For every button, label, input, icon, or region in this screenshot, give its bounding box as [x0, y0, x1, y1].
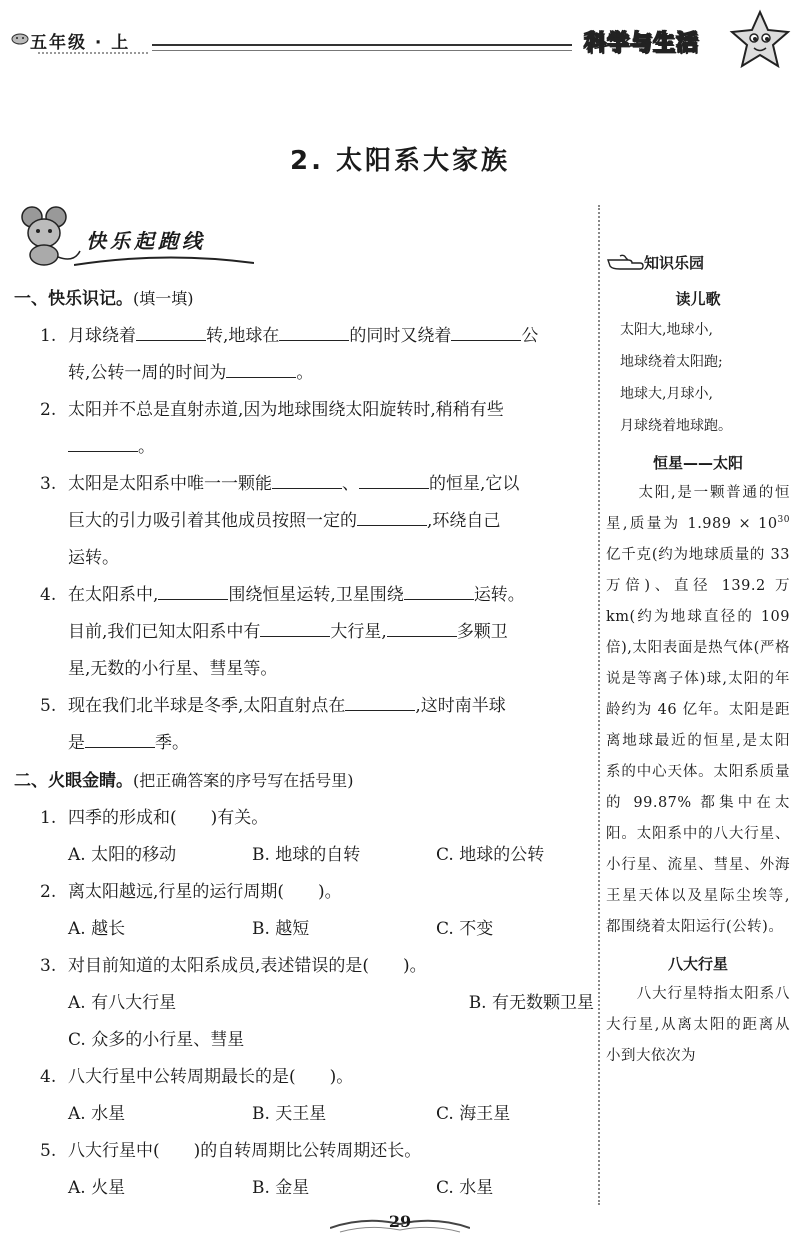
knowledge-sidebar: [606, 248, 790, 1072]
option-b[interactable]: B. 有无数颗卫星: [468, 993, 594, 1013]
sidebar-heading: [606, 248, 790, 278]
q5-text-d: 季。: [155, 733, 189, 753]
q1-text-a: 月球绕着: [68, 326, 136, 346]
mc-question-5: [14, 1133, 594, 1170]
q1-text-b: 转,地球在: [206, 326, 280, 346]
q3-text-a: 太阳是太阳系中唯一一颗能: [68, 474, 272, 494]
star-mascot-icon: [728, 8, 792, 72]
answer-blank[interactable]: [68, 430, 138, 452]
option-a[interactable]: A. 越长: [68, 919, 126, 939]
q5-text-b: ,这时南半球: [415, 696, 506, 716]
option-a[interactable]: A. 火星: [68, 1178, 126, 1198]
q4-text-b: 围绕恒星运转,卫星围绕: [228, 585, 404, 605]
option-b[interactable]: B. 地球的自转: [252, 845, 361, 865]
answer-blank[interactable]: [359, 467, 429, 489]
sun-title: 恒星——太阳: [652, 454, 743, 472]
question-1-5: [14, 688, 594, 725]
question-number: 2.: [40, 400, 57, 420]
answer-blank[interactable]: [279, 319, 349, 341]
page-title: 2. 太阳系大家族: [289, 146, 511, 176]
poem-title: 读儿歌: [675, 290, 721, 308]
mc-question-text: 对目前知道的太阳系成员,表述错误的是( )。: [68, 956, 427, 976]
question-number: 3.: [40, 956, 57, 976]
question-number: 5.: [40, 696, 57, 716]
mc-question-text: 八大行星中( )的自转周期比公转周期还长。: [68, 1141, 422, 1161]
brand-title: 科学与生活: [584, 31, 700, 56]
question-1-5-cont: [14, 725, 594, 762]
question-number: 1.: [40, 326, 57, 346]
option-b[interactable]: B. 金星: [252, 1178, 310, 1198]
answer-blank[interactable]: [345, 689, 415, 711]
sun-text-2: 亿千克(约为地球质量的 33 万倍)、直径 139.2 万 km(约为地球直径的 109 倍),太阳表面是热气体(严格说是等离子体)球,太阳的年龄约为 46 亿年。太阳是距离地球最近的恒星,是太阳系的中心天体。太阳系质量的 99.87% 都集中在太阳。太阳系中的八大行星、小行星、流星、彗星、外海王星天体以及星际尘埃等,都围绕着太阳运行(公转)。: [606, 547, 790, 935]
page-number: 29: [388, 1212, 412, 1231]
grade-label: 五年级 · 上: [30, 33, 131, 53]
pointing-hand-icon: [606, 252, 644, 274]
poem-line: 太阳大,地球小,: [620, 322, 713, 338]
q1-text-e: 转,公转一周的时间为: [68, 363, 227, 383]
part1-heading: [14, 280, 594, 318]
option-c[interactable]: C. 众多的小行星、彗星: [68, 1030, 245, 1050]
answer-blank[interactable]: [357, 504, 427, 526]
mc-question-3: [14, 948, 594, 985]
sun-exponent: 30: [777, 515, 790, 526]
q4-text-f: 多颗卫: [456, 622, 508, 642]
part1-hint: (填一填): [133, 289, 194, 308]
planets-paragraph: 八大行星特指太阳系八大行星,从离太阳的距离从小到大依次为: [606, 986, 790, 1064]
question-number: 1.: [40, 808, 57, 828]
sidebar-heading-text: 知识乐园: [644, 254, 705, 272]
question-1-3-cont: [14, 503, 594, 540]
option-a[interactable]: A. 水星: [68, 1104, 126, 1124]
answer-blank[interactable]: [158, 578, 228, 600]
question-1-2: [14, 392, 594, 429]
q4-text-e: 大行星,: [330, 622, 387, 642]
mc-question-2: [14, 874, 594, 911]
header-rule: [152, 44, 572, 46]
poem-line: 地球绕着太阳跑;: [620, 354, 723, 370]
q4-text-c: 运转。: [473, 585, 525, 605]
option-c[interactable]: C. 海王星: [436, 1104, 511, 1124]
question-1-2-cont: [14, 429, 594, 466]
q1-text-f: 。: [296, 363, 314, 383]
poem-line: 月球绕着地球跑。: [620, 418, 732, 434]
mc-question-text: 四季的形成和( )有关。: [68, 808, 269, 828]
header-dots: [38, 52, 148, 54]
mc-question-text: 离太阳越远,行星的运行周期( )。: [68, 882, 342, 902]
column-divider: [598, 205, 600, 1205]
option-a[interactable]: A. 太阳的移动: [68, 845, 177, 865]
mc-options-5: [14, 1170, 594, 1207]
q3-text-e: ,环绕自己: [427, 511, 501, 531]
question-1-3: [14, 466, 594, 503]
poem-line: 地球大,月球小,: [620, 386, 713, 402]
answer-blank[interactable]: [226, 356, 296, 378]
option-c[interactable]: C. 地球的公转: [436, 845, 545, 865]
q4-text-g: 星,无数的小行星、彗星等。: [68, 659, 278, 679]
page-header: [0, 0, 800, 90]
question-number: 2.: [40, 882, 57, 902]
q1-text-c: 的同时又绕着: [349, 326, 452, 346]
mc-question-text: 八大行星中公转周期最长的是( )。: [68, 1067, 354, 1087]
sun-text-1: 太阳,是一颗普通的恒星,质量为 1.989 × 10: [606, 485, 790, 532]
q3-text-f: 运转。: [68, 548, 119, 568]
question-number: 4.: [40, 585, 57, 605]
option-b[interactable]: B. 越短: [252, 919, 310, 939]
q3-text-d: 巨大的引力吸引着其他成员按照一定的: [68, 511, 357, 531]
answer-blank[interactable]: [136, 319, 206, 341]
answer-blank[interactable]: [272, 467, 342, 489]
question-number: 4.: [40, 1067, 57, 1087]
answer-blank[interactable]: [451, 319, 521, 341]
q5-text-a: 现在我们北半球是冬季,太阳直射点在: [68, 696, 346, 716]
sun-paragraph: [606, 478, 790, 943]
mc-question-4: [14, 1059, 594, 1096]
answer-blank[interactable]: [404, 578, 474, 600]
option-c[interactable]: C. 不变: [436, 919, 494, 939]
part2-heading: [14, 762, 594, 800]
q2-text-b: 。: [138, 437, 155, 457]
main-column: [14, 280, 594, 1207]
question-1-1-cont: [14, 355, 594, 392]
question-number: 3.: [40, 474, 57, 494]
mc-question-1: [14, 800, 594, 837]
option-b[interactable]: B. 天王星: [252, 1104, 327, 1124]
mc-options-2: [14, 911, 594, 948]
q1-text-d: 公: [521, 326, 539, 346]
q4-text-a: 在太阳系中,: [68, 585, 159, 605]
question-1-3-cont2: [14, 540, 594, 577]
banner-title: 快乐起跑线: [86, 229, 206, 253]
mc-options-3: [14, 985, 594, 1022]
answer-blank[interactable]: [85, 726, 155, 748]
tiny-mascot-icon: [10, 31, 30, 45]
answer-blank[interactable]: [387, 615, 457, 637]
header-rule-thin: [152, 50, 572, 51]
question-1-4-cont: [14, 614, 594, 651]
answer-blank[interactable]: [260, 615, 330, 637]
question-1-4-cont2: [14, 651, 594, 688]
q2-text-a: 太阳并不总是直射赤道,因为地球围绕太阳旋转时,稍稍有些: [68, 400, 504, 420]
option-a[interactable]: A. 有八大行星: [68, 993, 177, 1013]
q3-text-c: 的恒星,它以: [429, 474, 520, 494]
poem: [606, 314, 790, 442]
part1-heading-text: 一、快乐识记。: [14, 289, 133, 309]
mc-options-1: [14, 837, 594, 874]
mc-options-4: [14, 1096, 594, 1133]
planets-title: 八大行星: [667, 955, 728, 973]
question-1-4: [14, 577, 594, 614]
section-banner: [14, 205, 254, 275]
q4-text-d: 目前,我们已知太阳系中有: [68, 622, 261, 642]
option-c[interactable]: C. 水星: [436, 1178, 494, 1198]
mc-options-3b: [14, 1022, 594, 1059]
part2-hint: (把正确答案的序号写在括号里): [133, 771, 354, 790]
question-1-1: [14, 318, 594, 355]
q5-text-c: 是: [68, 733, 85, 753]
part2-heading-text: 二、火眼金睛。: [14, 771, 133, 791]
q3-text-b: 、: [342, 474, 359, 494]
banner-swoosh: [74, 255, 254, 269]
question-number: 5.: [40, 1141, 57, 1161]
